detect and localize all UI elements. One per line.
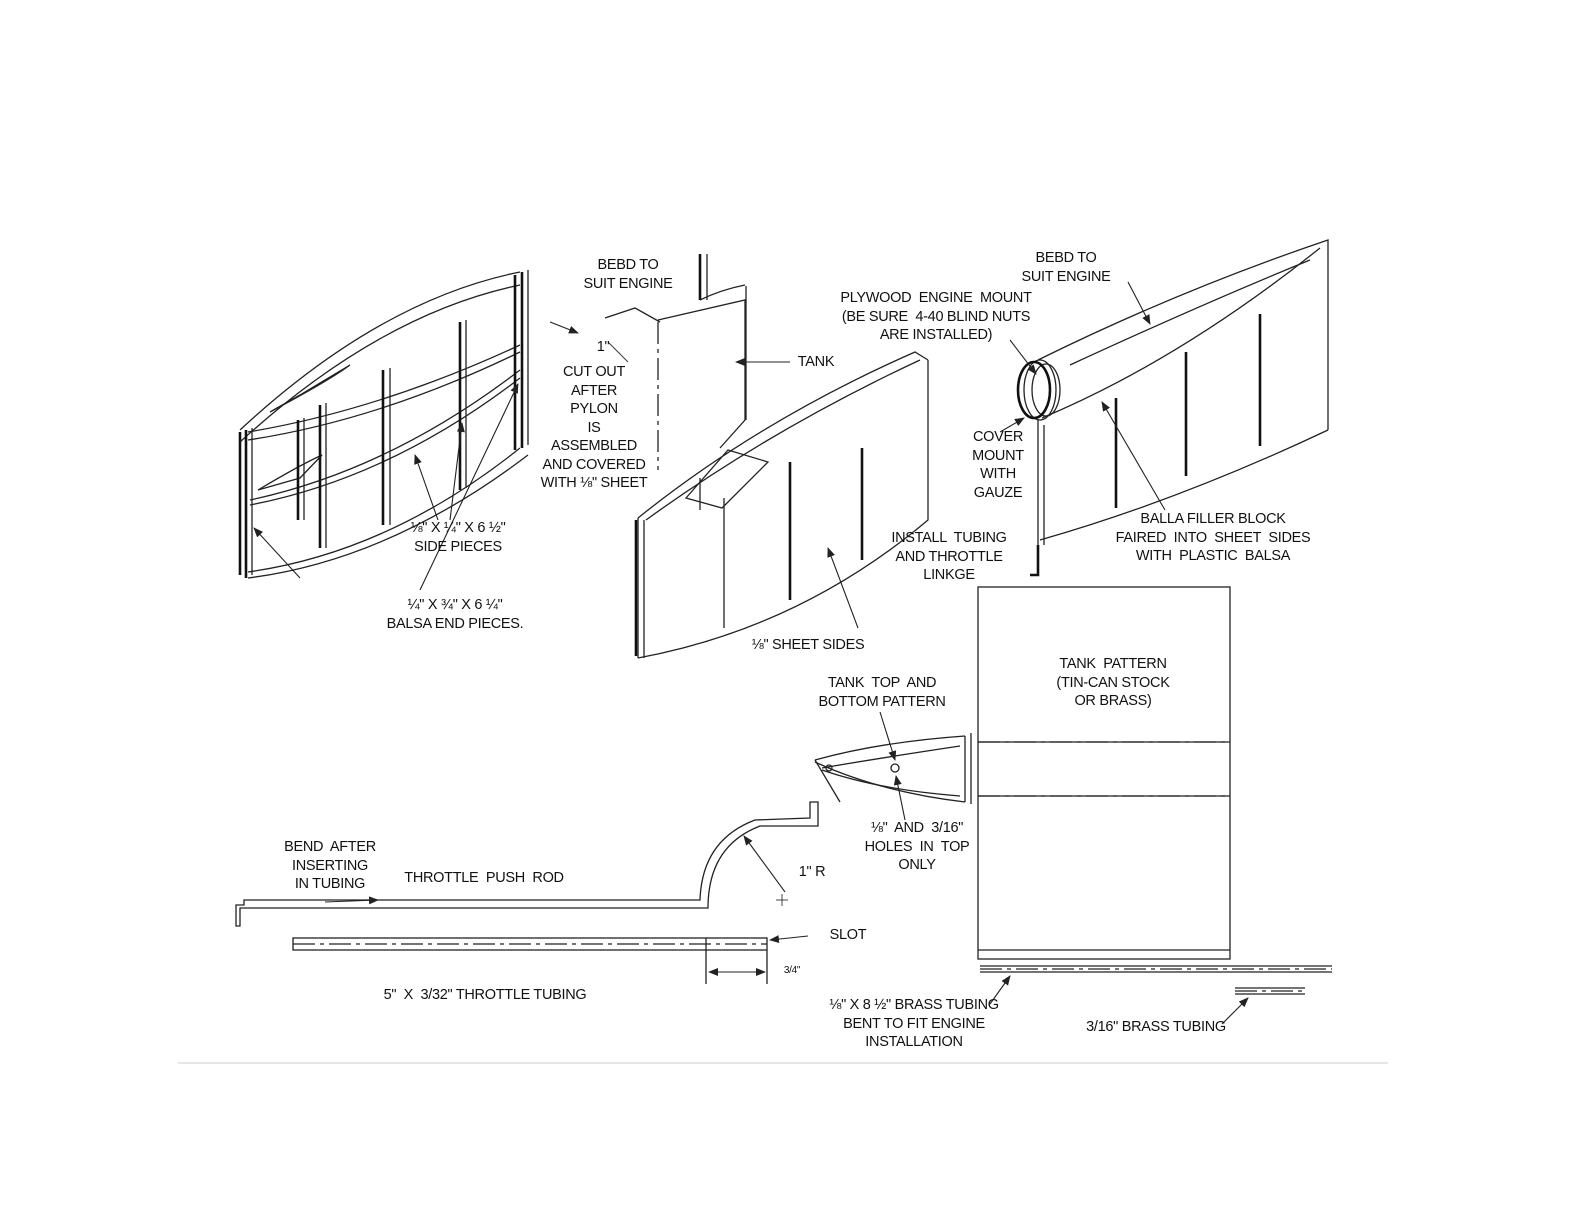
bend-after-inserting-label: BEND AFTER INSERTING IN TUBING (284, 839, 376, 892)
brass-tubing (980, 966, 1332, 1024)
one-inch-label: 1" (596, 339, 610, 355)
tank-label: TANK (797, 354, 835, 370)
tank-pattern-label: TANK PATTERN (TIN-CAN STOCK OR BRASS) (1056, 656, 1170, 709)
tank-top-pattern (815, 712, 971, 820)
install-tubing-label: INSTALL TUBING AND THROTTLE LINKGE (891, 530, 1007, 583)
balsa-end-pieces-label: ¼" X ¾" X 6 ¼" BALSA END PIECES. (386, 597, 524, 632)
tank-pattern-sheet (978, 587, 1230, 959)
tank-top-bottom-label: TANK TOP AND BOTTOM PATTERN (818, 675, 946, 710)
sheet-sides-label: ⅛" SHEET SIDES (751, 637, 865, 653)
throttle-tubing (293, 936, 808, 984)
throttle-push-rod-label: THROTTLE PUSH ROD (404, 870, 564, 886)
one-inch-radius-label: 1" R (798, 864, 826, 880)
three-quarter-dim-label: 3/4" (783, 965, 801, 976)
cut-out-note: CUT OUT AFTER PYLON IS ASSEMBLED AND COVERED WITH ⅛" SHEET (540, 364, 648, 491)
throttle-tubing-label: 5" X 3/32" THROTTLE TUBING (383, 987, 587, 1003)
side-pieces-label: ⅛" X ¼" X 6 ½" SIDE PIECES (410, 520, 506, 555)
balsa-filler-block-label: BALLA FILLER BLOCK FAIRED INTO SHEET SIDES WITH PLASTIC BALSA (1115, 511, 1311, 564)
bend-to-suit-engine-label: BEBD TO SUIT ENGINE (583, 257, 673, 292)
sheet-side-tank (636, 352, 928, 658)
bend-to-suit-engine-label-2: BEBD TO SUIT ENGINE (1021, 250, 1111, 285)
holes-label: ⅛" AND 3/16" HOLES IN TOP ONLY (864, 820, 970, 873)
brass-tubing-short-label: 3/16" BRASS TUBING (1086, 1019, 1226, 1035)
brass-tubing-long-label: ⅛" X 8 ½" BRASS TUBING BENT TO FIT ENGINE INSTALLATION (829, 997, 999, 1050)
slot-label: SLOT (829, 927, 867, 943)
plywood-engine-mount-label: PLYWOOD ENGINE MOUNT (BE SURE 4-40 BLIND NUTS ARE INSTALLED) (840, 290, 1032, 343)
cover-mount-label: COVER MOUNT WITH GAUZE (972, 429, 1024, 501)
